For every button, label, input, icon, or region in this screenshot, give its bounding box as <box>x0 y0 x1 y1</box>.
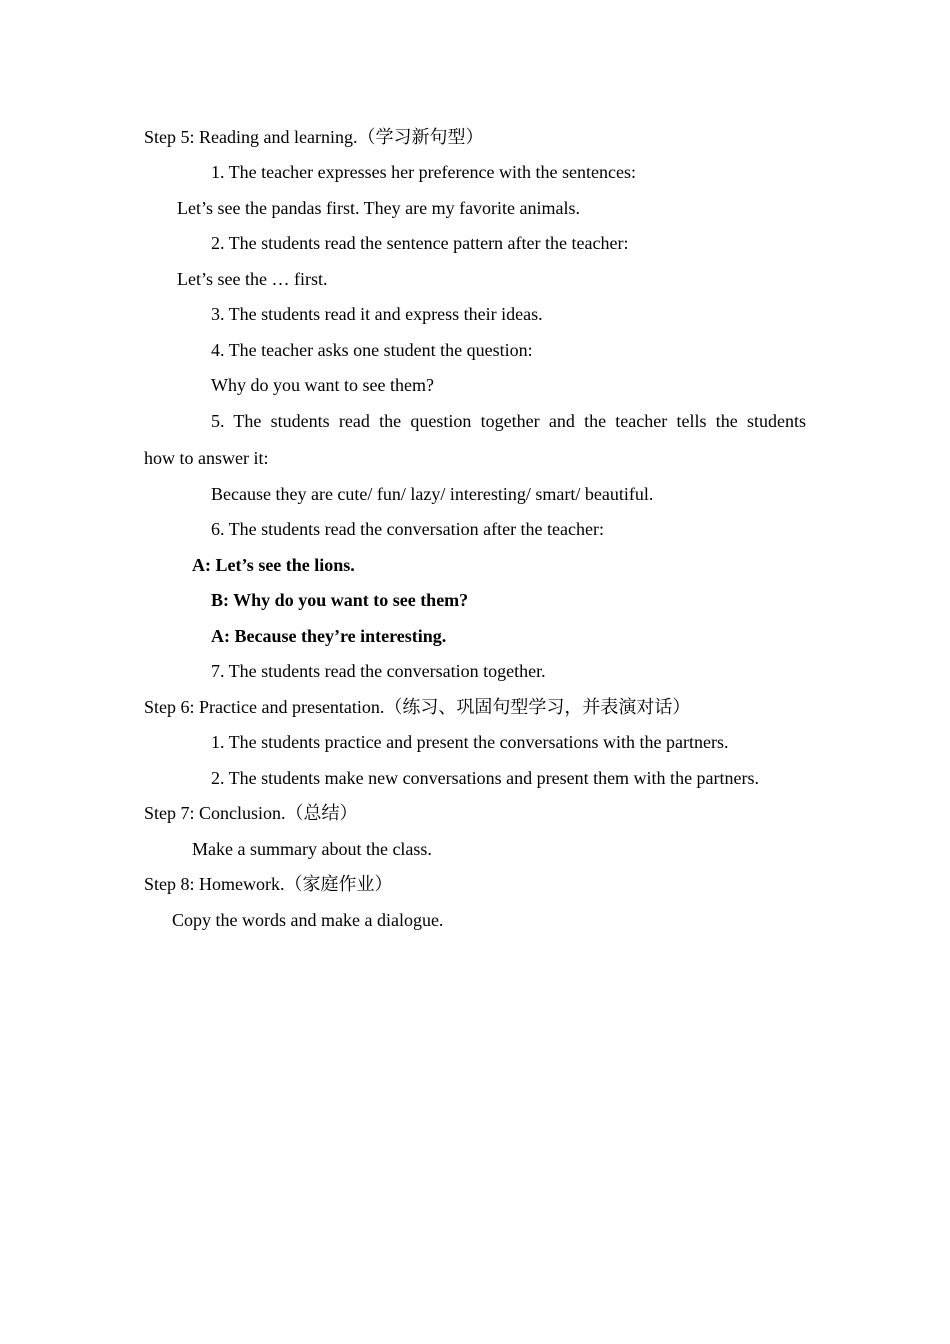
step8-heading: Step 8: Homework.（家庭作业） <box>144 874 393 894</box>
step5-heading: Step 5: Reading and learning.（学习新句型） <box>144 127 484 147</box>
step5-example-sentence: Let’s see the pandas first. They are my favorite animals. <box>177 198 581 218</box>
step6-item-1: 1. The students practice and present the conversations with the partners. <box>211 732 729 752</box>
step5-answer: Because they are cute/ fun/ lazy/ interesting/ smart/ beautiful. <box>211 484 654 504</box>
step5-question: Why do you want to see them? <box>211 375 434 395</box>
dialogue-line-a2: A: Because they’re interesting. <box>211 626 447 646</box>
step5-sentence-pattern: Let’s see the … first. <box>177 269 328 289</box>
dialogue-line-a1: A: Let’s see the lions. <box>192 555 355 575</box>
step5-item-7: 7. The students read the conversation together. <box>211 661 546 681</box>
step5-item-5-line-2: how to answer it: <box>144 448 269 468</box>
step7-heading: Step 7: Conclusion.（总结） <box>144 803 358 823</box>
step5-item-6: 6. The students read the conversation after the teacher: <box>211 519 605 539</box>
step5-item-5-line-1: 5. The students read the question together and the teacher tells the students <box>211 411 806 431</box>
step5-item-1: 1. The teacher expresses her preference with the sentences: <box>211 162 636 182</box>
dialogue-line-b1: B: Why do you want to see them? <box>211 590 469 610</box>
step6-item-2: 2. The students make new conversations and present them with the partners. <box>211 768 760 788</box>
step7-text: Make a summary about the class. <box>192 839 432 859</box>
step5-item-4: 4. The teacher asks one student the question: <box>211 340 533 360</box>
step8-text: Copy the words and make a dialogue. <box>172 910 444 930</box>
step6-heading: Step 6: Practice and presentation.（练习、巩固句型学习，并表演对话） <box>144 697 691 717</box>
step5-item-3: 3. The students read it and express their ideas. <box>211 304 543 324</box>
step5-item-2: 2. The students read the sentence pattern after the teacher: <box>211 233 629 253</box>
